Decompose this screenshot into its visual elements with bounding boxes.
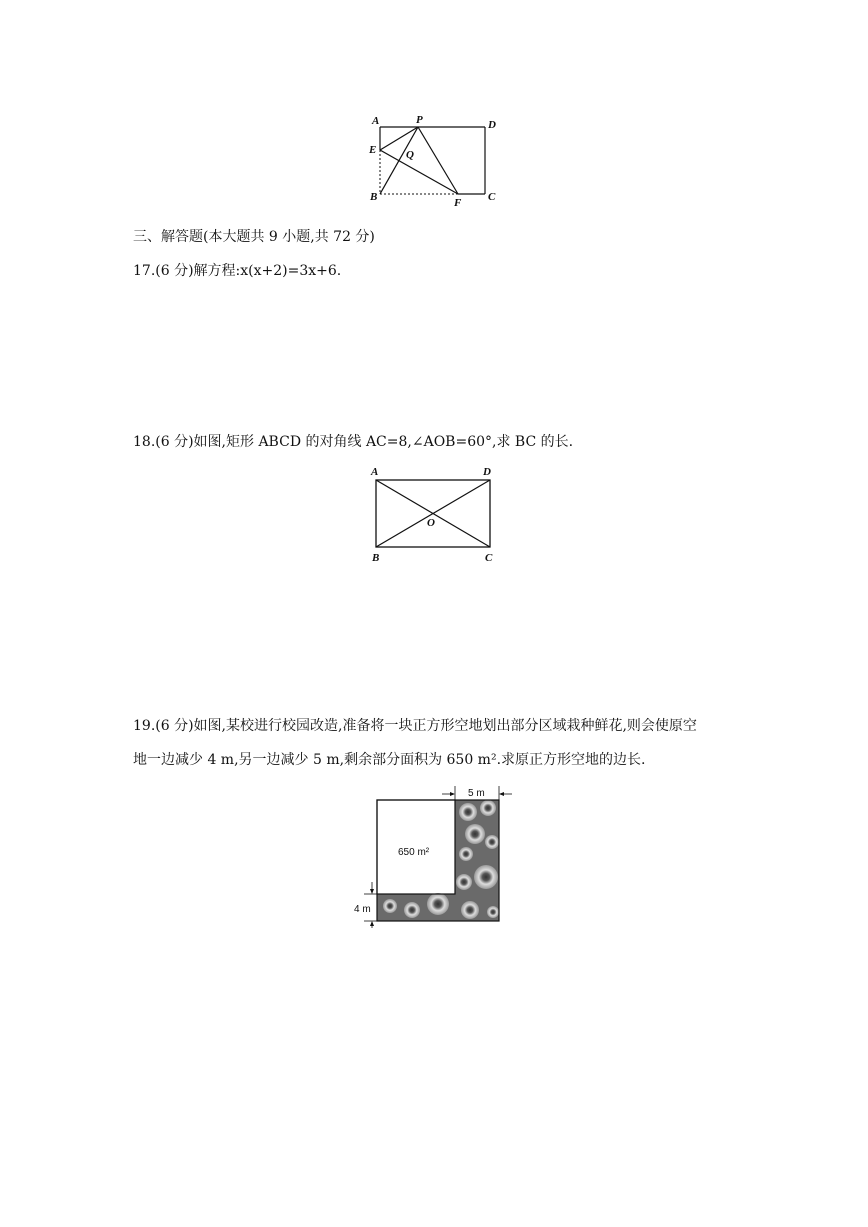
label-A2: A <box>371 466 379 478</box>
section-header: 三、解答题(本大题共 9 小题,共 72 分) <box>133 229 375 245</box>
figure-rectangle-diagonals <box>362 462 507 567</box>
label-C: C <box>488 191 496 203</box>
label-A: A <box>372 115 380 127</box>
question-19-line1: 19.(6 分)如图,某校进行校园改造,准备将一块正方形空地划出部分区域栽种鲜花,则会使原空 <box>133 718 697 734</box>
label-Q: Q <box>406 149 414 161</box>
label-O: O <box>427 517 435 529</box>
top-dimension-label: 5 m <box>468 788 485 799</box>
question-17: 17.(6 分)解方程:x(x+2)=3x+6. <box>133 263 342 279</box>
question-19-line2: 地一边减少 4 m,另一边减少 5 m,剩余部分面积为 650 m².求原正方形空地的边长. <box>133 752 646 768</box>
label-F: F <box>454 197 462 209</box>
label-D2: D <box>483 466 491 478</box>
label-E: E <box>369 144 377 156</box>
left-dimension-label: 4 m <box>354 904 371 915</box>
label-P: P <box>416 114 423 126</box>
label-B: B <box>370 191 378 203</box>
label-B2: B <box>372 552 380 564</box>
question-18: 18.(6 分)如图,矩形 ABCD 的对角线 AC=8,∠AOB=60°,求 BC 的长. <box>133 434 574 450</box>
label-C2: C <box>485 552 493 564</box>
figure-rectangle-fold <box>360 110 510 210</box>
area-label: 650 m² <box>398 847 430 858</box>
label-D: D <box>488 119 496 131</box>
figure-square-garden <box>350 782 520 930</box>
